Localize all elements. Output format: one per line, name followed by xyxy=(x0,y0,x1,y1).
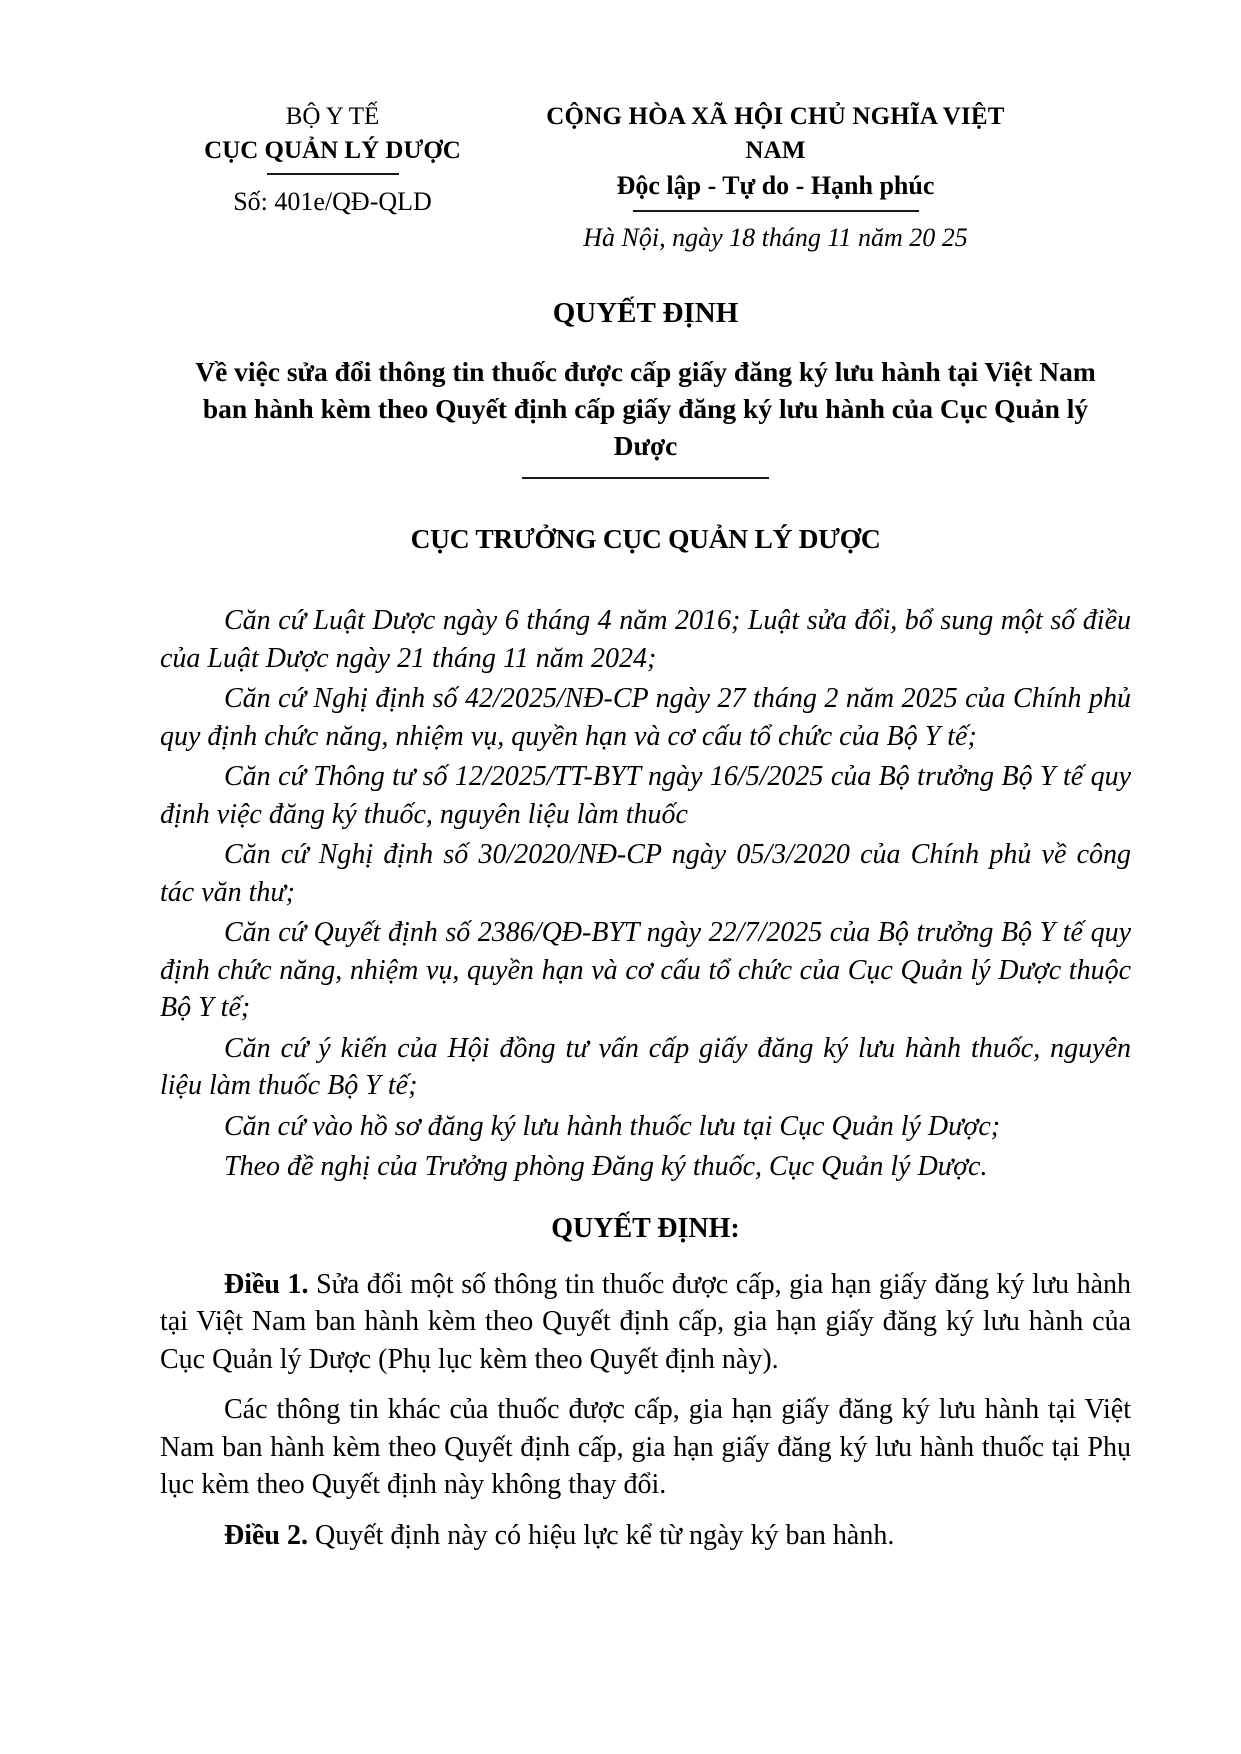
preamble-paragraph: Căn cứ vào hồ sơ đăng ký lưu hành thuốc lưu tại Cục Quản lý Dược; xyxy=(224,1110,1001,1142)
preamble-paragraph: Căn cứ Quyết định số 2386/QĐ-BYT ngày 22/7/2025 của Bộ trưởng Bộ Y tế quy định chức năng, nhiệm vụ, quyền hạn và cơ cấu tổ chức của Cục Quản lý Dược thuộc Bộ Y tế; xyxy=(160,917,1131,1023)
article-paragraph xyxy=(160,1266,1131,1379)
national-motto-block xyxy=(538,100,1013,253)
agency-underline-rule xyxy=(267,173,399,175)
preamble-paragraph: Căn cứ Nghị định số 30/2020/NĐ-CP ngày 05/3/2020 của Chính phủ về công tác văn thư; xyxy=(160,839,1131,908)
article-label: Điều 1. xyxy=(224,1268,309,1300)
title-block xyxy=(160,297,1131,555)
article-text: Sửa đổi một số thông tin thuốc được cấp, gia hạn giấy đăng ký lưu hành tại Việt Nam ban hành kèm theo Quyết định cấp, gia hạn giấy đăng ký lưu hành của Cục Quản lý Dược (Phụ lục kèm theo Quyết định này). xyxy=(160,1268,1132,1375)
article-text: Các thông tin khác của thuốc được cấp, gia hạn giấy đăng ký lưu hành tại Việt Nam ban hành kèm theo Quyết định cấp, gia hạn giấy đăng ký lưu hành thuốc tại Phụ lục kèm theo Quyết định này không thay đổi. xyxy=(160,1394,1131,1500)
national-motto: Độc lập - Tự do - Hạnh phúc xyxy=(616,171,935,200)
parent-agency-name: BỘ Y TẾ xyxy=(285,103,380,130)
motto-underline-rule xyxy=(633,210,919,212)
article-paragraph xyxy=(160,1517,1131,1555)
preamble-section xyxy=(160,602,1131,1186)
article-text: Quyết định này có hiệu lực kể từ ngày ký ban hành. xyxy=(315,1519,895,1551)
article-paragraph xyxy=(160,1391,1131,1504)
document-title: QUYẾT ĐỊNH xyxy=(552,297,739,329)
subtitle-underline-rule xyxy=(522,477,769,479)
preamble-paragraph: Theo đề nghị của Trưởng phòng Đăng ký thuốc, Cục Quản lý Dược. xyxy=(224,1151,988,1182)
decision-heading: QUYẾT ĐỊNH: xyxy=(551,1212,740,1244)
article-label: Điều 2. xyxy=(224,1519,308,1551)
document-header xyxy=(160,100,1131,253)
issuing-agency-block xyxy=(160,100,505,217)
place-and-date: Hà Nội, ngày 18 tháng 11 năm 20 25 xyxy=(583,223,968,252)
document-number: Số: 401e/QĐ-QLD xyxy=(233,187,432,216)
preamble-paragraph: Căn cứ Nghị định số 42/2025/NĐ-CP ngày 27 tháng 2 năm 2025 của Chính phủ quy định chức năng, nhiệm vụ, quyền hạn và cơ cấu tổ chức của Bộ Y tế; xyxy=(160,683,1131,752)
articles-section xyxy=(160,1266,1131,1555)
preamble-paragraph: Căn cứ Luật Dược ngày 6 tháng 4 năm 2016; Luật sửa đổi, bổ sung một số điều của Luật Dược ngày 21 tháng 11 năm 2024; xyxy=(160,605,1131,674)
national-title: CỘNG HÒA XÃ HỘI CHỦ NGHĨA VIỆT NAM xyxy=(546,103,1005,164)
preamble-paragraph: Căn cứ Thông tư số 12/2025/TT-BYT ngày 16/5/2025 của Bộ trưởng Bộ Y tế quy định việc đăng ký thuốc, nguyên liệu làm thuốc xyxy=(160,761,1131,830)
document-subtitle: Về việc sửa đổi thông tin thuốc được cấp giấy đăng ký lưu hành tại Việt Nam ban hành kèm theo Quyết định cấp giấy đăng ký lưu hành của Cục Quản lý Dược xyxy=(195,356,1096,461)
issuing-agency-name: CỤC QUẢN LÝ DƯỢC xyxy=(204,137,461,164)
authority-heading: CỤC TRƯỞNG CỤC QUẢN LÝ DƯỢC xyxy=(410,523,881,554)
preamble-paragraph: Căn cứ ý kiến của Hội đồng tư vấn cấp giấy đăng ký lưu hành thuốc, nguyên liệu làm thuốc Bộ Y tế; xyxy=(160,1032,1131,1101)
